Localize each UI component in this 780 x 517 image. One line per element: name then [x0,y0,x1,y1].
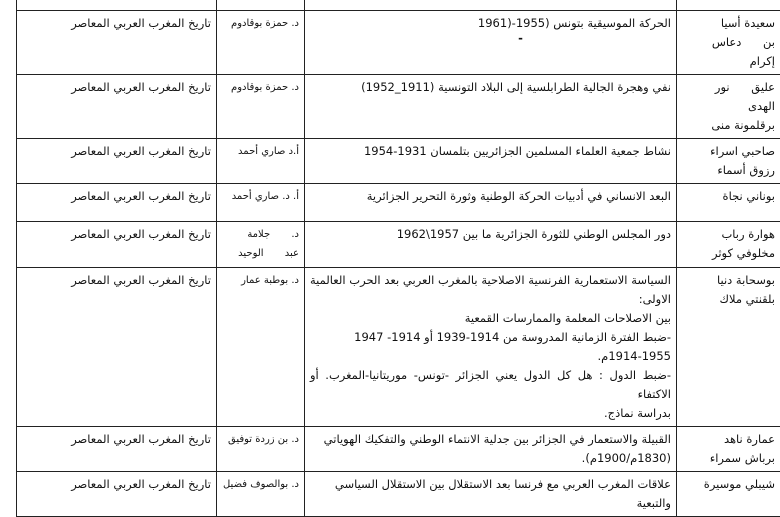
title-cell [305,427,677,472]
title-cell [305,0,677,11]
table-row [17,472,780,517]
supervisor-cell: د. حمزة بوقادوم [217,11,305,75]
supervisor-cell [217,0,305,11]
title-cell [305,268,677,427]
table-row [17,75,780,139]
table-row [17,427,780,472]
table-row-partial [17,0,780,11]
specialty-cell: تاريخ المغرب العربي المعاصر [17,427,217,472]
student-name: رزوق أسماء [682,161,775,180]
student-name: برقلمونة منى [682,116,775,135]
thesis-subtitle: بين الاصلاحات المعلمة والممارسات القمعية [310,309,671,328]
title-cell [305,472,677,517]
thesis-title: القبيلة والاستعمار في الجزائر بين جدلية الانتماء الوطني والتفكيك الهوياتي [310,430,671,449]
table-row [17,139,780,184]
title-cell [305,184,677,222]
student-name: مخلوفي كوثر [682,244,775,263]
supervisor-cell: د. بن زردة توفيق [217,427,305,472]
student-cell [677,11,780,75]
supervisor-cell: د. جلامة عبد الوحيد [217,222,305,268]
specialty-cell: تاريخ المغرب العربي المعاصر [17,268,217,427]
specialty-cell: تاريخ المغرب العربي المعاصر [17,184,217,222]
student-cell [677,139,780,184]
students-table [16,0,780,517]
thesis-title: السياسة الاستعمارية الفرنسية الاصلاحية بالمغرب العربي بعد الحرب العالمية الاولى: [310,271,671,309]
student-name: بلقنتي ملاك [682,290,775,309]
student-name: عليق نور [682,78,775,97]
student-cell [677,75,780,139]
thesis-note: بدراسة نماذج. [310,404,671,423]
student-cell [677,472,780,517]
student-cell [677,427,780,472]
thesis-note: -ضبط الفترة الزمانية المدروسة من 1914-1939 أو 1914- 1947 [310,328,671,347]
supervisor-cell: أ. د. صاري أحمد [217,184,305,222]
student-name: شيبلي موسيرة [682,475,775,494]
table-row [17,268,780,427]
student-name: برباش سمراء [682,449,775,468]
title-cell [305,11,677,75]
table-row [17,11,780,75]
student-name: الهدى [682,97,775,116]
supervisor-cell: د. بوالصوف فضيل [217,472,305,517]
thesis-title: البعد الانساني في أدبيات الحركة الوطنية وثورة التحرير الجزائرية [310,187,671,206]
student-name: هوارة رباب [682,225,775,244]
specialty-cell: تاريخ المغرب العربي المعاصر [17,139,217,184]
table-row [17,222,780,268]
title-cell [305,222,677,268]
specialty-cell: تاريخ المغرب العربي المعاصر [17,75,217,139]
student-cell [677,268,780,427]
student-name: بوناني نجاة [682,187,775,206]
supervisor-cell: د. بوطبة عمار [217,268,305,427]
student-name: بوسحابة دنيا [682,271,775,290]
title-cell [305,75,677,139]
student-name: عمارة ناهد [682,430,775,449]
supervisor-cell: أ.د صاري أحمد [217,139,305,184]
title-mark: - [310,33,671,47]
thesis-title: علاقات المغرب العربي مع فرنسا بعد الاستقلال بين الاستقلال السياسي والتبعية [310,475,671,513]
specialty-cell: تاريخ المغرب العربي المعاصر [17,11,217,75]
table-body [17,0,780,517]
student-name: إكرام [682,52,775,71]
student-name: سعيدة أسيا [682,14,775,33]
thesis-title: دور المجلس الوطني للثورة الجزائرية ما بين 1957\1962 [310,225,671,244]
specialty-cell [17,0,217,11]
student-cell [677,222,780,268]
thesis-title: الحركة الموسيقية بتونس (1955-(1961 [310,14,671,33]
student-name: بن دعاس [682,33,775,52]
thesis-note: -ضبط الدول : هل كل الدول يعني الجزائر -تونس- موريتانيا-المغرب. أو الاكتفاء [310,366,671,404]
student-name: صاحبي اسراء [682,142,775,161]
thesis-title: (1830م/1900م). [310,449,671,468]
thesis-title: نشاط جمعية العلماء المسلمين الجزائريين بتلمسان 1931-1954 [310,142,671,161]
specialty-cell: تاريخ المغرب العربي المعاصر [17,222,217,268]
thesis-note: 1914-1955م. [310,347,671,366]
title-cell [305,139,677,184]
specialty-cell: تاريخ المغرب العربي المعاصر [17,472,217,517]
thesis-title: نفي وهجرة الجالية الطرابلسية إلى البلاد التونسية (1911_1952) [310,78,671,97]
supervisor-cell: د. حمزة بوقادوم [217,75,305,139]
student-cell [677,0,780,11]
student-cell [677,184,780,222]
table-row [17,184,780,222]
